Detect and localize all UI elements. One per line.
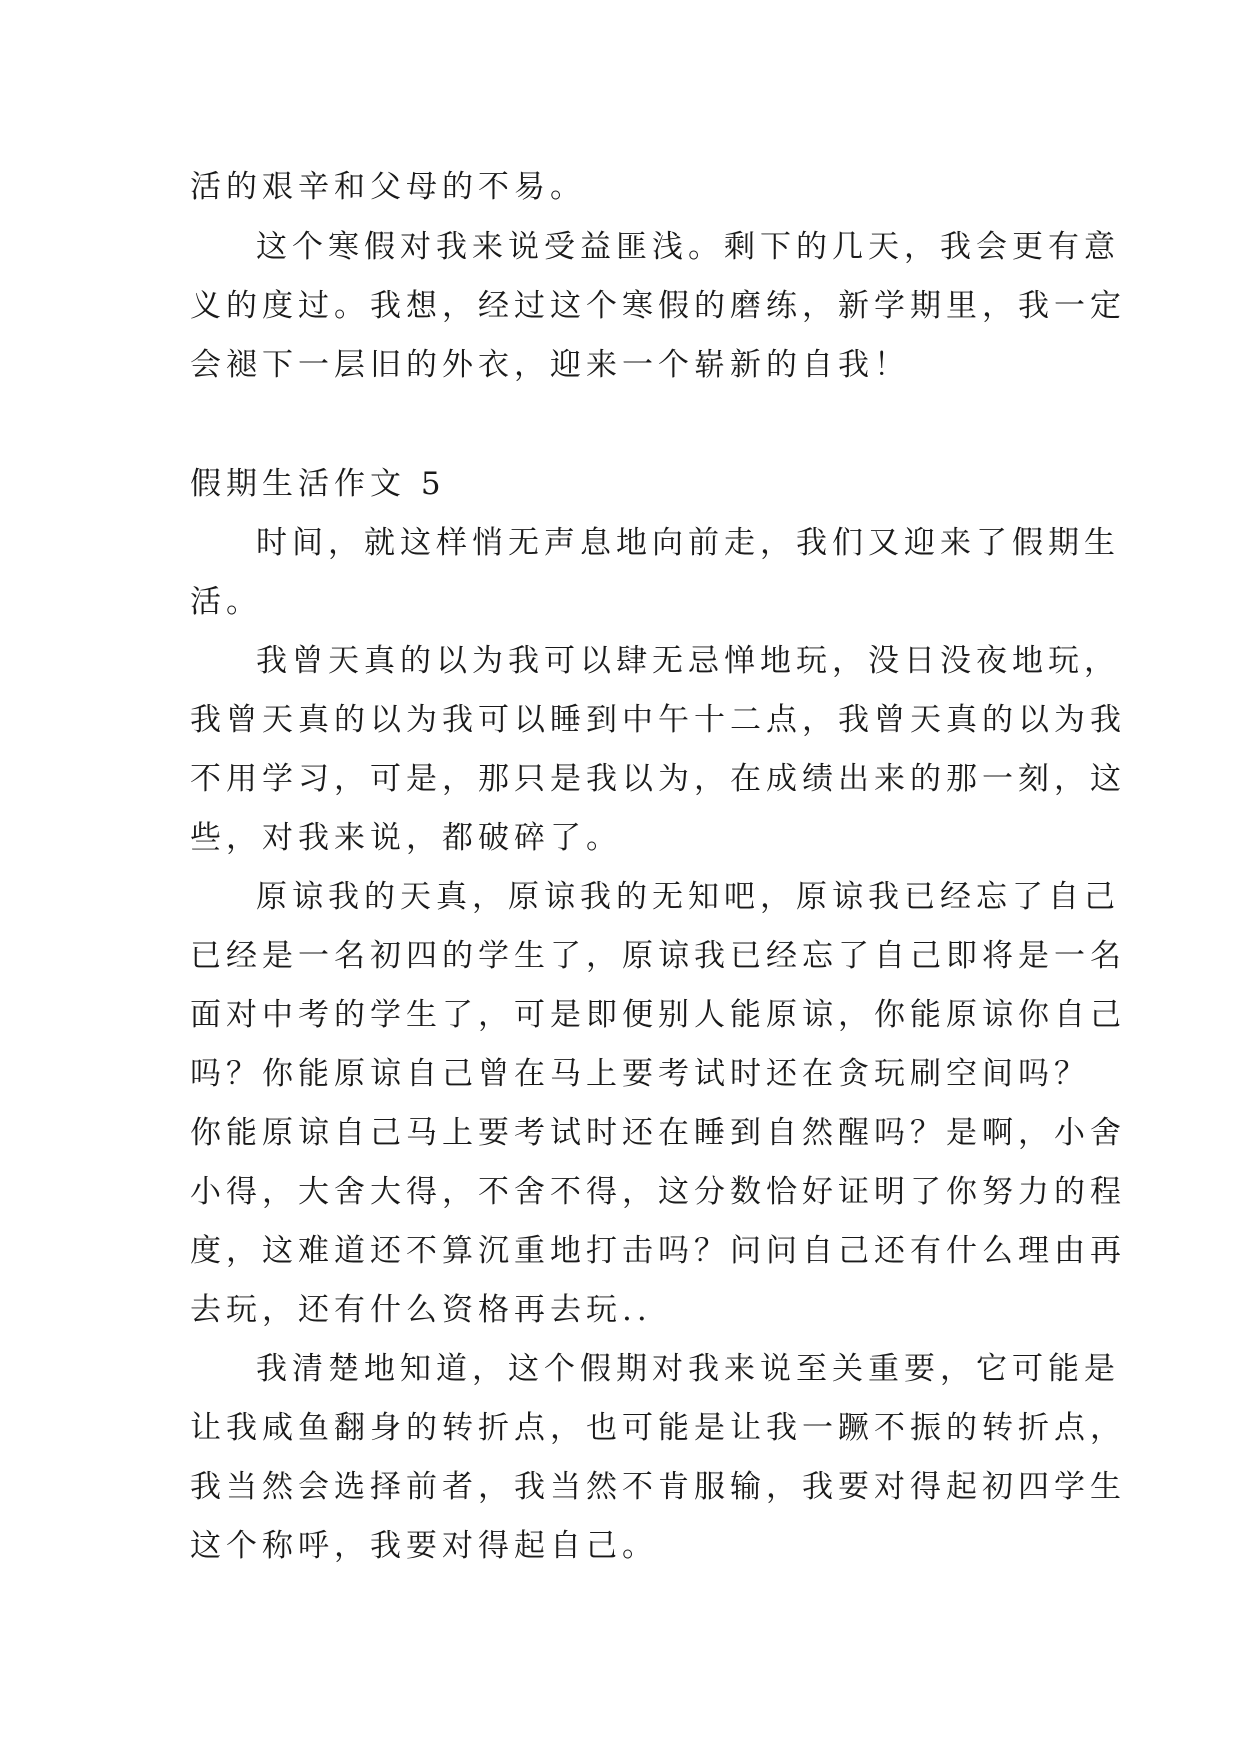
paragraph-1-line: 活。	[190, 584, 262, 620]
paragraph-3-line: 小得，大舍大得，不舍不得，这分数恰好证明了你努力的程	[190, 1174, 1126, 1210]
paragraph-4-line: 我清楚地知道，这个假期对我来说至关重要，它可能是	[256, 1351, 1120, 1387]
paragraph-2-line: 些，对我来说，都破碎了。	[190, 820, 622, 856]
paragraph-tail-line: 活的艰辛和父母的不易。	[190, 169, 586, 205]
paragraph-3-line: 度，这难道还不算沉重地打击吗？问问自己还有什么理由再	[190, 1233, 1126, 1269]
paragraph-3-line: 吗？你能原谅自己曾在马上要考试时还在贪玩刷空间吗？	[190, 1056, 1090, 1092]
paragraph-1-line: 时间，就这样悄无声息地向前走，我们又迎来了假期生	[256, 525, 1120, 561]
paragraph-4-line: 让我咸鱼翻身的转折点，也可能是让我一蹶不振的转折点，	[190, 1410, 1126, 1446]
closing-paragraph-line: 义的度过。我想，经过这个寒假的磨练，新学期里，我一定	[190, 288, 1126, 324]
closing-paragraph-line: 这个寒假对我来说受益匪浅。剩下的几天，我会更有意	[256, 229, 1120, 265]
paragraph-3-line: 去玩，还有什么资格再去玩..	[190, 1292, 652, 1328]
essay-title: 假期生活作文 5	[190, 466, 446, 502]
paragraph-3-line: 面对中考的学生了，可是即便别人能原谅，你能原谅你自己	[190, 997, 1126, 1033]
paragraph-3-line: 你能原谅自己马上要考试时还在睡到自然醒吗？是啊，小舍	[190, 1115, 1126, 1151]
paragraph-4-line: 这个称呼，我要对得起自己。	[190, 1528, 658, 1564]
paragraph-3-line: 已经是一名初四的学生了，原谅我已经忘了自己即将是一名	[190, 938, 1126, 974]
closing-paragraph-line: 会褪下一层旧的外衣，迎来一个崭新的自我！	[190, 347, 910, 383]
paragraph-2-line: 我曾天真的以为我可以肆无忌惮地玩，没日没夜地玩，	[256, 643, 1120, 679]
paragraph-2-line: 不用学习，可是，那只是我以为，在成绩出来的那一刻，这	[190, 761, 1126, 797]
paragraph-2-line: 我曾天真的以为我可以睡到中午十二点，我曾天真的以为我	[190, 702, 1126, 738]
paragraph-3-line: 原谅我的天真，原谅我的无知吧，原谅我已经忘了自己	[256, 879, 1120, 915]
paragraph-4-line: 我当然会选择前者，我当然不肯服输，我要对得起初四学生	[190, 1469, 1126, 1505]
